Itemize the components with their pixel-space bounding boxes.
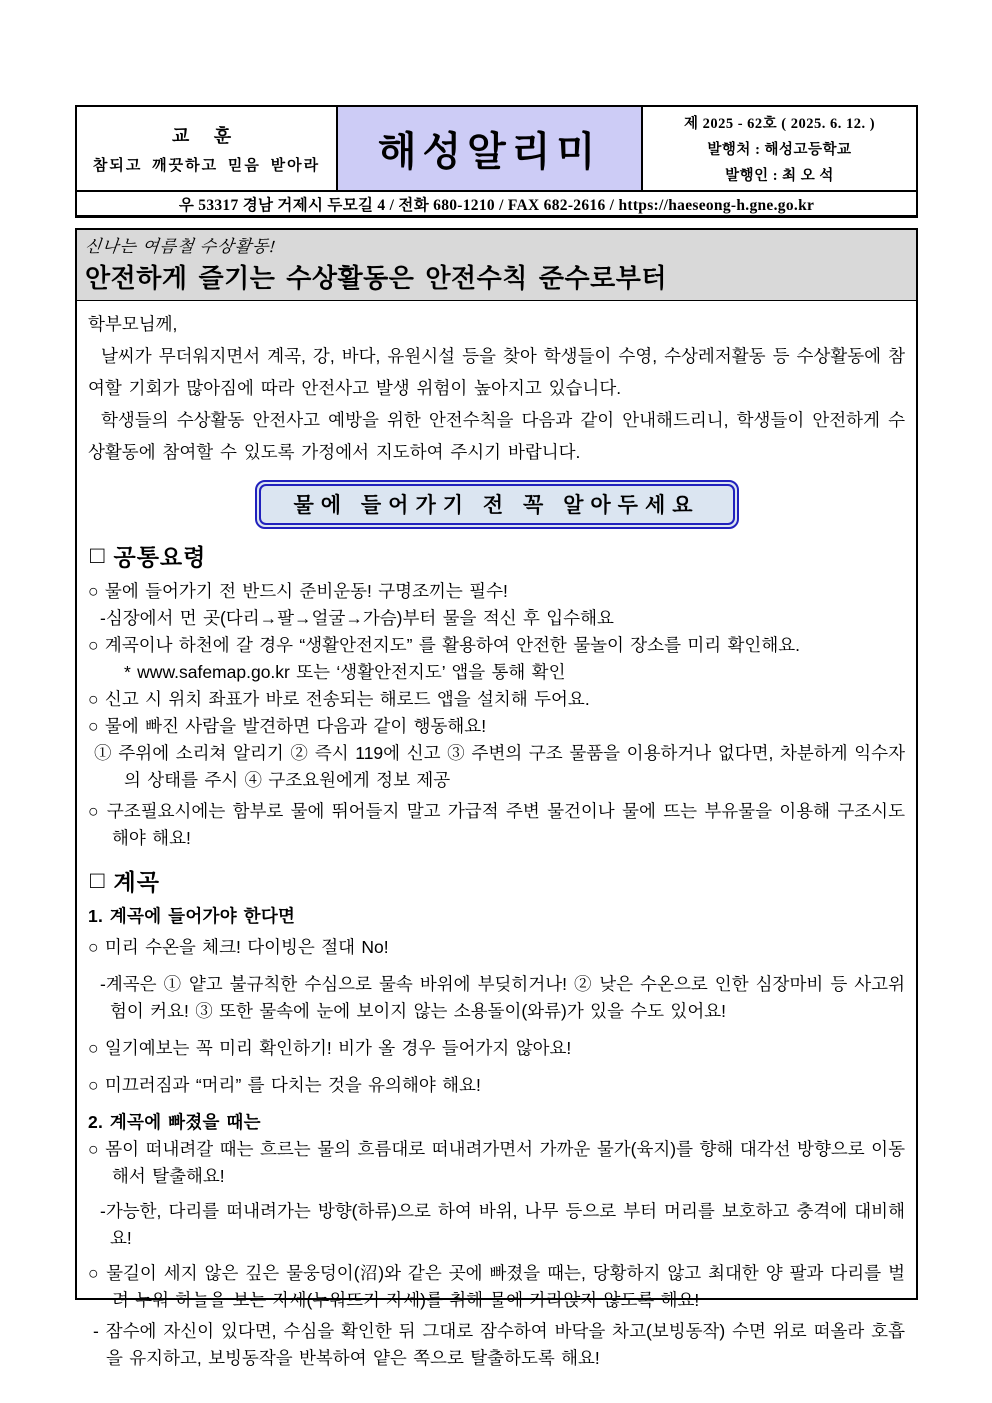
bullet-item: ○ 물에 빠진 사람을 발견하면 다음과 같이 행동해요! (88, 716, 487, 736)
motto-cell (77, 107, 338, 190)
callout-text: 물에 들어가기 전 꼭 알아두세요 (293, 494, 700, 517)
bullet-item: ○ 계곡이나 하천에 갈 경우 “생활안전지도” 를 활용하여 안전한 물놀이 장소를 미리 확인해요. (88, 635, 801, 655)
valley-subhead-1: 1. 계곡에 들어가야 한다면 (88, 906, 296, 926)
newsletter-title-cell (338, 107, 643, 190)
sub-item: -계곡은 ① 얕고 불규칙한 수심으로 물속 바위에 부딪히거나! ② 낮은 수온으로 인한 심장마비 등 사고위험이 커요! ③ 또한 물속에 눈에 보이지 않는 소용돌이(와류)가 있을 수도 있어요! (100, 974, 905, 1021)
band-script-line: 신나는 여름철 수상활동! (83, 237, 278, 256)
bullet-item: ○ 일기예보는 꼭 미리 확인하기! 비가 올 경우 들어가지 않아요! (88, 1038, 572, 1058)
sub-item: -가능한, 다리를 떠내려가는 방향(하류)으로 하여 바위, 나무 등으로 부터 머리를 보호하고 충격에 대비해요! (100, 1201, 905, 1248)
sub-item: - 잠수에 자신이 있다면, 수심을 확인한 뒤 그대로 잠수하여 바닥을 차고(보빙동작) 수면 위로 떠올라 호흡을 유지하고, 보빙동작을 반복하여 얕은 쪽으로 탈출하도록 해요! (93, 1321, 905, 1368)
bullet-item: ○ 물길이 세지 않은 깊은 물웅덩이(沼)와 같은 곳에 빠졌을 때는, 당황하지 않고 최대한 양 팔과 다리를 벌려 누워 하늘을 보는 자세(누워뜨기 자세)를 취해 물에 가라앉지 않도록 해요! (88, 1263, 905, 1310)
section-title-common: 공통요령 (113, 544, 207, 570)
callout-box-inner (259, 484, 735, 525)
school-address: 우 53317 경남 거제시 두모길 4 / 전화 680-1210 / FAX 682-2616 / https://haeseong-h.gne.go.kr (77, 190, 916, 218)
publisher: 발행처 : 해성고등학교 (707, 142, 852, 158)
intro-paragraph-1: 날씨가 무더워지면서 계곡, 강, 바다, 유원시설 등을 찾아 학생들이 수영, 수상레저활동 등 수상활동에 참여할 기회가 많아짐에 따라 안전사고 발생 위험이 높아지고 있습니다. (88, 346, 905, 398)
publisher-person: 발행인 : 최 오 석 (725, 168, 834, 184)
title-band (77, 230, 916, 301)
intro-paragraph-2: 학생들의 수상활동 안전사고 예방을 위한 안전수칙을 다음과 같이 안내해드리니, 학생들이 안전하게 수상활동에 참여할 수 있도록 가정에서 지도하여 주시기 바랍니다. (88, 410, 905, 462)
main-content-box (75, 228, 918, 1368)
section-header-valley (90, 864, 905, 897)
bullet-item: ○ 미끄러짐과 “머리” 를 다치는 것을 유의해야 해요! (88, 1075, 481, 1095)
bullet-item: ○ 구조필요시에는 함부로 물에 뛰어들지 말고 가급적 주변 물건이나 물에 뜨는 부유물을 이용해 구조시도 해야 해요! (88, 801, 905, 848)
motto-text: 참되고 깨끗하고 믿음 받아라 (92, 158, 321, 174)
bullet-item: ○ 미리 수온을 체크! 다이빙은 절대 No! (88, 937, 389, 957)
valley-subhead-2: 2. 계곡에 빠졌을 때는 (88, 1112, 261, 1132)
bullet-item: ○ 몸이 떠내려갈 때는 흐르는 물의 흐름대로 떠내려가면서 가까운 물가(육지)를 향해 대각선 방향으로 이동해서 탈출해요! (88, 1139, 905, 1186)
section-title-valley: 계곡 (113, 869, 160, 895)
issue-info-cell (643, 107, 916, 190)
issue-number: 제 2025 - 62호 ( 2025. 6. 12. ) (683, 116, 876, 132)
square-bullet-icon: □ (90, 866, 105, 894)
masthead-row (77, 107, 916, 190)
bullet-item: ○ 물에 들어가기 전 반드시 준비운동! 구명조끼는 필수! (88, 581, 508, 601)
document-title: 안전하게 즐기는 수상활동은 안전수칙 준수로부터 (85, 264, 667, 293)
motto-label: 교 훈 (171, 126, 242, 146)
body-content (77, 301, 916, 1372)
valley-items (88, 903, 905, 1372)
square-bullet-icon: □ (90, 541, 105, 569)
greeting: 학부모님께, (88, 314, 178, 334)
intro-paragraphs (88, 308, 905, 468)
section-header-common (90, 539, 905, 572)
bullet-item: ○ 신고 시 위치 좌표가 바로 전송되는 해로드 앱을 설치해 두어요. (88, 689, 590, 709)
common-items (88, 578, 905, 852)
callout-box (255, 480, 739, 529)
sub-item: -심장에서 먼 곳(다리→팔→얼굴→가슴)부터 물을 적신 후 입수해요 (100, 608, 614, 628)
masthead (75, 105, 918, 218)
numbered-steps: ① 주위에 소리쳐 알리기 ② 즉시 119에 신고 ③ 주변의 구조 물품을 이용하거나 없다면, 차분하게 익수자의 상태를 주시 ④ 구조요원에게 정보 제공 (94, 743, 905, 790)
sub-item-url: * www.safemap.go.kr 또는 ‘생활안전지도’ 앱을 통해 확인 (124, 662, 566, 682)
newsletter-title: 해성알리미 (377, 129, 602, 174)
